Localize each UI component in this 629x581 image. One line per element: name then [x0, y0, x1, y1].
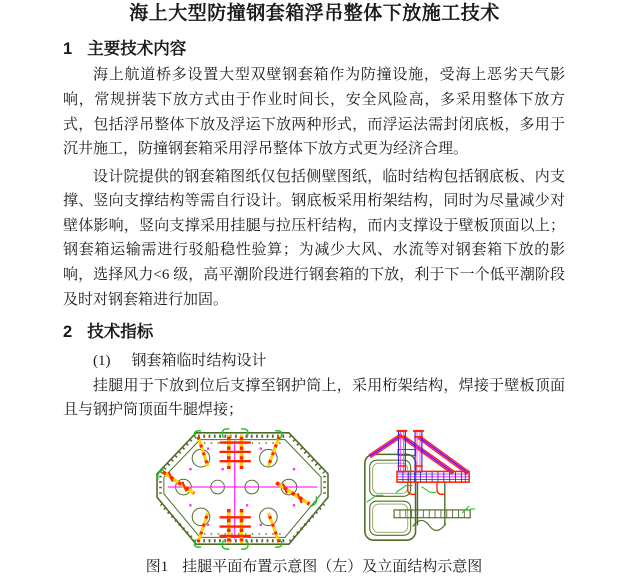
- figure-1: [63, 425, 565, 577]
- paragraph-2: 设计院提供的钢套箱图纸仅包括侧壁图纸，临时结构包括钢底板、内支撑、竖向支撑结构等需自行设计。钢底板采用桁架结构，同时为尽量减少对壁体影响，竖向支撑采用挂腿与拉压杆结构，而内支撑设于壁板顶面以上；钢套箱运输需进行驳船稳性验算；为减少大风、水流等对钢套箱下放的影响，选择风力<6 级，高平潮阶段进行钢套箱的下放，利于下一个低平潮阶段及时对钢套箱进行加固。: [63, 168, 565, 308]
- bottom-truss-beam: [394, 510, 470, 518]
- figure-caption: [63, 557, 565, 577]
- document-body: [0, 39, 629, 577]
- figure-caption-text: 挂腿平面布置示意图（左）及立面结构示意图: [182, 559, 483, 576]
- hanging-legs-plan: [163, 434, 310, 542]
- section-2-title: 技术指标: [87, 323, 154, 342]
- section-1-title: 主要技术内容: [87, 39, 187, 58]
- plan-view-diagram: [152, 425, 333, 552]
- annotation-marks: [367, 486, 475, 513]
- document-title: 海上大型防撞钢套箱浮吊整体下放施工技术: [129, 3, 500, 24]
- elevation-diagram: [359, 427, 476, 549]
- list-item-1-title: 钢套箱临时结构设计: [131, 352, 267, 369]
- list-item-1: [63, 351, 565, 371]
- steel-pile-casing: [413, 482, 446, 531]
- hanging-leg-truss: [370, 431, 469, 482]
- figure-caption-label: 图1: [145, 559, 169, 576]
- hook-marks: [158, 428, 317, 548]
- paragraph-1: 海上航道桥多设置大型双壁钢套箱作为防撞设施，受海上恶劣天气影响，常规拼装下放方式由于作业时间长，安全风险高，多采用整体下放方式，包括浮吊整体下放及浮运下放两种形式，而浮运法需封闭底板，多用于沉井施工，防撞钢套箱采用浮吊整体下放方式更为经济合理。: [63, 67, 565, 158]
- section-2-heading: [63, 322, 565, 343]
- section-1-number: 1: [63, 39, 73, 58]
- figure-1-images: [63, 425, 565, 551]
- section-2-number: 2: [63, 323, 73, 342]
- section-1-heading: [63, 39, 565, 60]
- paragraph-3: 挂腿用于下放到位后支撑至钢护筒上，采用桁架结构，焊接于壁板顶面且与钢护筒顶面牛腿焊接；: [63, 377, 565, 419]
- list-item-1-number: (1): [93, 352, 111, 369]
- lifting-lug-hooks: [408, 483, 445, 495]
